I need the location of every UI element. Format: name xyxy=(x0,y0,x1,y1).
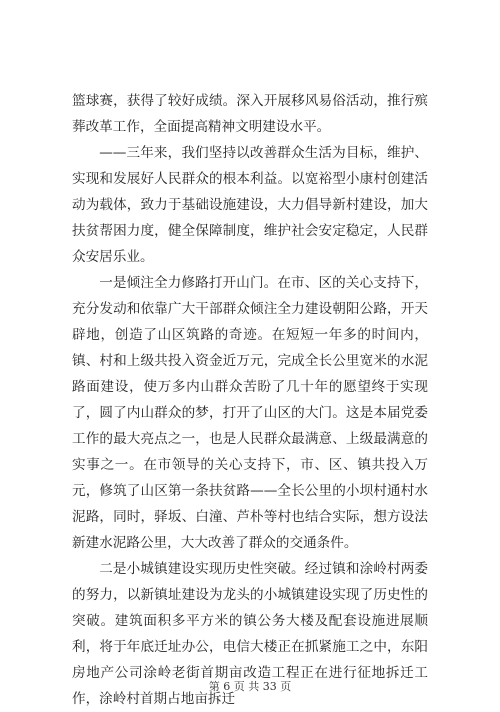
paragraph-1: 篮球赛，获得了较好成绩。深入开展移风易俗活动，推行殡葬改革工作，全面提高精神文明建设水平。 xyxy=(72,93,428,135)
page-number-footer: 第 6 页 共 33 页 xyxy=(208,680,292,693)
paragraph-4: 二是小城镇建设实现历史性突破。经过镇和涂岭村两委的努力，以新镇址建设为龙头的小城镇建设实现了历史性的突破。建筑面积多平方米的镇公务大楼及配套设施进展顺利，将于年底迁址办公，电信大楼正在抓紧施工之中，东阳房地产公司涂岭老街首期亩改造工程正在进行征地拆迁工作，涂岭村首期占地亩拆迁 xyxy=(72,561,428,707)
paragraph-2: ——三年来，我们坚持以改善群众生活为目标，维护、实现和发展好人民群众的根本利益。以宽裕型小康村创建活动为载体，致力于基础设施建设，大力倡导新村建设，加大扶贫帮困力度，健全保障制度，维护社会安定稳定，人民群众安居乐业。 xyxy=(72,145,428,265)
document-body xyxy=(72,88,428,712)
paragraph-3: 一是倾注全力修路打开山门。在市、区的关心支持下，充分发动和依靠广大干部群众倾注全力建设朝阳公路，开天辟地，创造了山区筑路的奇迹。在短短一年多的时间内，镇、村和上级共投入资金近万元，完成全长公里宽米的水泥路面建设，使万多内山群众苦盼了几十年的愿望终于实现了，圆了内山群众的梦，打开了山区的大门。这是本届党委工作的最大亮点之一，也是人民群众最满意、上级最满意的实事之一。在市领导的关心支持下，市、区、镇共投入万元，修筑了山区第一条扶贫路——全长公里的小坝村通村水泥路，同时，驿坂、白潼、芦朴等村也结合实际，想方设法新建水泥路公里，大大改善了群众的交通条件。 xyxy=(72,275,428,551)
